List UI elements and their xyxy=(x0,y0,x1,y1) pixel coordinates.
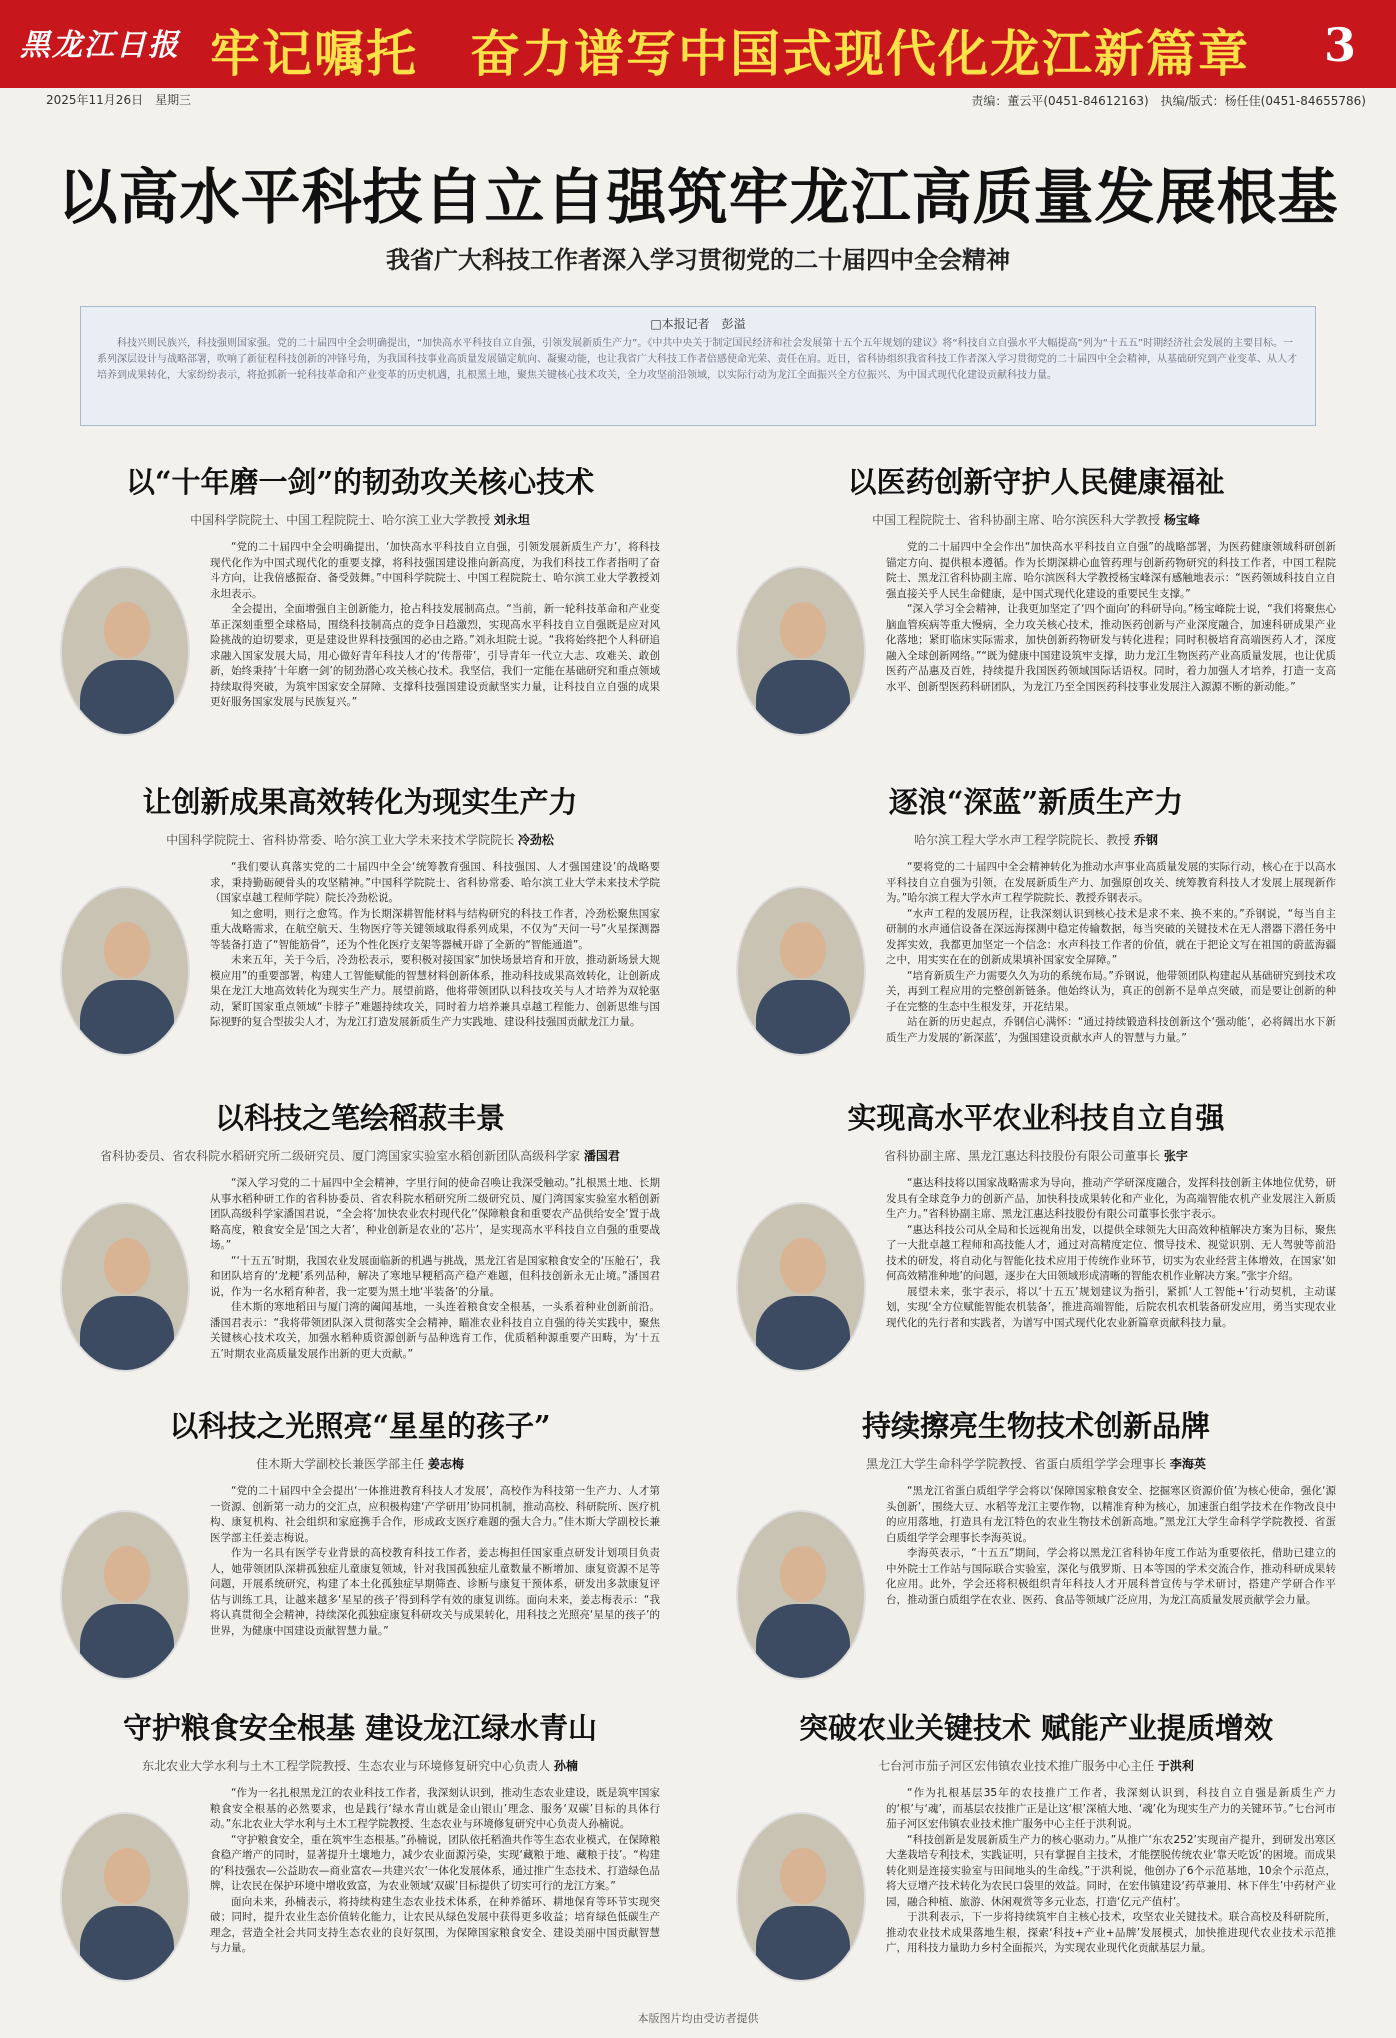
article-body xyxy=(886,540,1336,695)
page-title: 以高水平科技自立自强筑牢龙江高质量发展根基 xyxy=(57,163,1339,233)
article-body xyxy=(886,1484,1336,1608)
article-body xyxy=(210,860,660,1031)
article-paragraph: “作为扎根基层35年的农技推广工作者，我深刻认识到，科技自立自强是新质生产力的‘根’与‘魂’，而基层农技推广正是让这‘根’深植大地、‘魂’化为现实生产力的关键环节。”七台河市茄子河区宏伟镇农业技术推广服务中心主任于洪利说。 xyxy=(886,1787,1336,1830)
article-byline xyxy=(60,831,660,848)
paper-name-logo: 黑龙江日报 xyxy=(20,28,180,63)
article-body xyxy=(886,1176,1336,1331)
article xyxy=(60,1706,660,1957)
byline-name: 于洪利 xyxy=(1157,1759,1194,1773)
byline-role: 佳木斯大学副校长兼医学部主任 xyxy=(256,1457,425,1471)
portrait-photo xyxy=(60,1202,190,1372)
byline-role: 七台河市茄子河区宏伟镇农业技术推广服务中心主任 xyxy=(878,1759,1155,1773)
article-byline xyxy=(736,1147,1336,1164)
article-paragraph: “深入学习全会精神，让我更加坚定了‘四个面向’的科研导向。”杨宝峰院士说，“我们将聚焦心脑血管疾病等重大慢病，全力攻关核心技术，推动医药创新与产业深度融合，加速科研成果产业化落地；紧盯临床实际需求，加快创新药物研发与转化进程；同时积极培育高端医药人才，深度融入全球创新网络。”“既为健康中国建设筑牢支撑，助力龙江生物医药产业高质量发展，也让优质医药产品惠及百姓，持续提升我国医药领域国际话语权。同时，着力加强人才培养，打造一支高水平、创新型医药科研团队，为龙江乃至全国医药科技事业发展注入源源不断的新动能。” xyxy=(886,603,1336,693)
byline-role: 哈尔滨工程大学水声工程学院院长、教授 xyxy=(914,833,1131,847)
article-byline xyxy=(736,831,1336,848)
article-paragraph: 作为一名具有医学专业背景的高校教育科技工作者，姜志梅担任国家重点研发计划项目负责人，她带领团队深耕孤独症儿童康复领域，针对我国孤独症儿童数量不断增加、康复资源不足等问题，开展系统研究，构建了本土化孤独症早期筛查、诊断与康复干预体系，研发出多款康复评估与训练工具，让越来越多‘星星的孩子’得到科学有效的康复训练。面向未来，姜志梅表示：“我将认真贯彻全会精神，持续深化孤独症康复科研攻关与成果转化，用科技之光照亮‘星星的孩子’的世界，为健康中国建设贡献智慧力量。” xyxy=(210,1547,660,1637)
byline-name: 姜志梅 xyxy=(427,1457,464,1471)
photo-credit-note: 本版图片均由受访者提供 xyxy=(637,2012,759,2025)
article-title: 以科技之光照亮“星星的孩子” xyxy=(169,1409,551,1443)
article-paragraph: “‘十五五’时期，我国农业发展面临新的机遇与挑战，黑龙江省是国家粮食安全的‘压舱石’，我和团队培育的‘龙粳’系列品种，解决了寒地早粳稻高产稳产难题，但科技创新永无止境。”潘国君说，作为一名水稻育种者，我一定要为黑土地‘半装备’的分量。 xyxy=(210,1254,660,1298)
page-banner: 牢记嘱托 奋力谱写中国式现代化龙江新篇章 xyxy=(210,25,1250,83)
byline-name: 杨宝峰 xyxy=(1163,513,1200,527)
article-body xyxy=(210,1786,660,1957)
article-paragraph: “党的二十届四中全会提出‘一体推进教育科技人才发展’，高校作为科技第一生产力、人才第一资源、创新第一动力的交汇点，应积极构建‘产学研用’协同机制，推动高校、科研院所、医疗机构、康复机构、社会组织和家庭携手合作，形成政支医疗难题的强大合力。”佳木斯大学副校长兼医学部主任姜志梅说。 xyxy=(210,1485,660,1544)
article-paragraph: 全会提出，全面增强自主创新能力，抢占科技发展制高点。“当前，新一轮科技革命和产业变革正深刻重塑全球格局，围绕科技制高点的竞争日趋激烈，实现高水平科技自立自强既是应对风险挑战的迫切要求，更是建设世界科技强国的必由之路。”刘永坦院士说。“我将始终把个人科研追求融入国家发展大局，用心做好青年科技人才的‘传帮带’，引导青年一代立大志、攻难关、敢创新，始终秉持‘十年磨一剑’的韧劲潜心攻关核心技术。我坚信，我们一定能在基础研究和重点领域持续取得突破，为筑牢国家安全屏障、支撑科技强国建设贡献坚实力量，让科技自立自强的成果更好服务国家发展与民族复兴。” xyxy=(210,603,660,708)
article-paragraph: “要将党的二十届四中全会精神转化为推动水声事业高质量发展的实际行动，核心在于以高水平科技自立自强为引领，在发展新质生产力、加强原创攻关、统筹教育科技人才发展上展现新作为。”哈尔滨工程大学水声工程学院院长、教授乔钢表示。 xyxy=(886,861,1336,904)
article-paragraph: “守护粮食安全，重在筑牢生态根基。”孙楠说，团队依托稻渔共作等生态农业模式，在保障粮食稳产增产的同时，显著提升土壤地力，减少农业面源污染，实现‘藏粮于地、藏粮于技’。“构建的‘科技强农—公益助农—商业富农—共建兴农’一体化发展体系，通过推广生态技术、打造绿色品牌，让农民在保护环境中增收致富，为农业领域‘双碳’目标提供了切实可行的龙江方案。” xyxy=(210,1833,660,1892)
article xyxy=(736,780,1336,1046)
portrait-photo xyxy=(60,886,190,1056)
intro-text: 科技兴则民族兴，科技强则国家强。党的二十届四中全会明确提出，“加快高水平科技自立自强，引领发展新质生产力”。《中共中央关于制定国民经济和社会发展第十五个五年规划的建议》将“科技自立自强水平大幅提高”列为“十五五”时期经济社会发展的主要目标。一系列深层设计与战略部署，吹响了新征程科技创新的冲锋号角，为我国科技事业高质量发展锚定航向、凝聚动能，也让我省广大科技工作者倍感使命光荣、责任在肩。近日，省科协组织我省科技工作者深入学习贯彻党的二十届四中全会精神，从基础研究到产业变革、从人才培养到成果转化，大家纷纷表示，将抢抓新一轮科技革命和产业变革的历史机遇，扎根黑土地，聚焦关键核心技术攻关，全力攻坚前沿领域，以实际行动为龙江全面振兴全方位振兴、为中国式现代化建设贡献科技力量。 xyxy=(97,338,1297,381)
portrait-photo xyxy=(60,1812,190,1982)
reporter-credit: □本报记者 彭溢 xyxy=(650,317,746,331)
article-title: 以科技之笔绘稻菽丰景 xyxy=(214,1101,505,1135)
article-paragraph: “深入学习党的二十届四中全会精神，字里行间的使命召唤让我深受触动。”扎根黑土地、长期从事水稻种研工作的省科协委员、省农科院水稻研究所二级研究员、厦门湾国家实验室水稻创新团队高级科学家潘国君说，“全会将‘加快农业农村现代化’‘保障粮食和重要农产品供给安全’置于战略高度，粮食安全是‘国之大者’，种业创新是农业的‘芯片’，是实现高水平科技自立自强的重要战场。” xyxy=(210,1177,660,1251)
article-title: 持续擦亮生物技术创新品牌 xyxy=(861,1409,1210,1443)
article-paragraph: 面向未来，孙楠表示，将持续构建生态农业技术体系，在种养循环、耕地保育等环节实现突破；同时，提升农业生态价值转化能力，让农民从绿色发展中获得更多收益；培育绿色低碳生产理念，营造全社会共同支持生态农业的良好氛围，为保障国家粮食安全、建设美丽中国贡献智慧与力量。 xyxy=(210,1895,660,1954)
article-byline xyxy=(60,1455,660,1472)
article-body xyxy=(210,1176,660,1362)
editors-credit: 责编：董云平(0451-84612163) 执编/版式：杨任佳(0451-84655786) xyxy=(971,94,1366,108)
article-paragraph: 党的二十届四中全会作出“加快高水平科技自立自强”的战略部署，为医药健康领域科研创新锚定方向、提供根本遵循。作为长期深耕心血管药理与创新药物研究的科技工作者，中国工程院院士、黑龙江省科协副主席、哈尔滨医科大学教授杨宝峰深有感触地表示：“医药领域科技自立自强直接关乎人民生命健康，是中国式现代化建设的重要民生支撑。” xyxy=(886,541,1336,600)
article-body xyxy=(210,1484,660,1639)
article-byline xyxy=(736,1455,1336,1472)
byline-role: 黑龙江大学生命科学学院教授、省蛋白质组学学会理事长 xyxy=(866,1457,1167,1471)
article-paragraph: “培育新质生产力需要久久为功的系统布局。”乔钢说，他带领团队构建起从基础研究到技术攻关，再到工程应用的完整创新链条。他始终认为，真正的创新不是单点突破，而是要让创新的种子在完整的生态中生根发芽，开花结果。 xyxy=(886,969,1336,1013)
article-title: 逐浪“深蓝”新质生产力 xyxy=(888,785,1184,819)
article xyxy=(60,1404,660,1639)
portrait-photo xyxy=(736,566,866,736)
portrait-photo xyxy=(736,1812,866,1982)
portrait-photo xyxy=(736,886,866,1056)
byline-name: 李海英 xyxy=(1169,1457,1206,1471)
article-paragraph: 李海英表示，“十五五”期间，学会将以黑龙江省科协年度工作站为重要依托，借助已建立的中外院士工作站与国际联合实验室，深化与俄罗斯、日本等国的学术交流合作，推动科研成果转化应用。此外，学会还将积极组织青年科技人才开展科普宣传与学术研讨，搭建产学研合作平台，推动蛋白质组学在农业、医药、食品等领域广泛应用，为龙江高质量发展贡献学会力量。 xyxy=(886,1547,1336,1606)
article xyxy=(736,1706,1336,1957)
article-body xyxy=(886,860,1336,1046)
article-body xyxy=(210,540,660,711)
article-paragraph: 未来五年，关于今后，冷劲松表示，要积极对接国家“加快场景培育和开放，推动新场景大规模应用”的重要部署，构建人工智能赋能的智慧材料创新体系，推动科技成果高效转化，让创新成果在龙江大地高效转化为现实生产力。展望前路，他将带领团队以科技攻关与人才培养为双轮驱动，紧盯国家重点领域“卡脖子”难题持续攻关，同时着力培养兼具卓越工程能力、创新思维与国际视野的复合型拔尖人才，为龙江打造发展新质生产力实践地、建设科技强国贡献龙江力量。 xyxy=(210,954,660,1028)
article-title: 突破农业关键技术 赋能产业提质增效 xyxy=(798,1711,1274,1745)
byline-name: 乔钢 xyxy=(1133,833,1158,847)
article-paragraph: “党的二十届四中全会明确提出，‘加快高水平科技自立自强，引领发展新质生产力’，将科技现代化作为中国式现代化的重要支撑，将科技强国建设推向新高度，为我们科技工作者指明了奋斗方向，让我倍感振奋、备受鼓舞。”中国科学院院士、中国工程院院士、哈尔滨工业大学教授刘永坦表示。 xyxy=(210,541,660,600)
portrait-photo xyxy=(60,1510,190,1680)
intro-box xyxy=(80,306,1316,426)
article-paragraph: 展望未来，张宇表示，将以‘十五五’规划建议为指引，紧抓‘人工智能+’行动契机，主动谋划，实现‘全方位赋能智能农机装备’，推进高端智能，后院农机农机装备研发应用，勇当实现农业现代化的先行者和实践者，为谱写中国式现代化农业新篇章贡献科技力量。 xyxy=(886,1285,1336,1329)
article-byline xyxy=(736,511,1336,528)
page-number: 3 xyxy=(1323,18,1356,72)
article-paragraph: 知之愈明，则行之愈笃。作为长期深耕智能材料与结构研究的科技工作者，冷劲松聚焦国家重大战略需求，在航空航天、生物医疗等关键领域取得系列成果，不仅为“天问一号”火星探测器等装备打造了“智能筋骨”，还为个性化医疗支架等器械开辟了全新的“智能通道”。 xyxy=(210,907,660,951)
byline-name: 潘国君 xyxy=(583,1149,620,1163)
article-byline xyxy=(736,1757,1336,1774)
article-paragraph: “我们要认真落实党的二十届四中全会‘统筹教育强国、科技强国、人才强国建设’的战略要求，秉持勤砺硬骨头的攻坚精神。”中国科学院院士、省科协常委、哈尔滨工业大学未来技术学院（国家卓越工程师学院）院长冷劲松说。 xyxy=(210,861,660,904)
article-paragraph: “水声工程的发展历程，让我深刻认识到核心技术是求不来、换不来的。”乔钢说，“每当自主研制的水声通信设备在深远海探测中稳定传输数据，每当突破的关键技术在无人潜器下潜任务中发挥实效，我都更加坚定一个信念：水声科技工作者的价值，就在于把论文写在祖国的蔚蓝海疆之中，用实实在在的创新成果填补国家安全屏障。” xyxy=(886,907,1336,966)
article xyxy=(736,1404,1336,1608)
byline-name: 冷劲松 xyxy=(517,833,554,847)
article xyxy=(60,780,660,1031)
article-title: 让创新成果高效转化为现实生产力 xyxy=(142,785,578,819)
byline-role: 省科协委员、省农科院水稻研究所二级研究员、厦门湾国家实验室水稻创新团队高级科学家 xyxy=(100,1149,581,1163)
page-subtitle: 我省广大科技工作者深入学习贯彻党的二十届四中全会精神 xyxy=(386,246,1010,274)
article xyxy=(60,1096,660,1362)
portrait-photo xyxy=(736,1202,866,1372)
portrait-photo xyxy=(736,1510,866,1680)
article xyxy=(736,460,1336,695)
article-paragraph: “黑龙江省蛋白质组学学会将以‘保障国家粮食安全、挖掘寒区资源价值’为核心使命，强化‘源头创新’，围绕大豆、水稻等龙江主要作物，以精准育种为核心，加速蛋白组学技术在作物改良中的应用落地，打造具有龙江特色的农业生物技术创新高地。”黑龙江大学生命科学学院教授、省蛋白质组学学会理事长李海英说。 xyxy=(886,1485,1336,1544)
article xyxy=(736,1096,1336,1331)
article-paragraph: “作为一名扎根黑龙江的农业科技工作者，我深刻认识到，推动生态农业建设，既是筑牢国家粮食安全根基的必然要求，也是践行‘绿水青山就是金山银山’理念、服务‘双碳’目标的具体行动。”东北农业大学水利与土木工程学院教授、生态农业与环境修复研究中心负责人孙楠说。 xyxy=(210,1787,660,1830)
byline-role: 省科协副主席、黑龙江惠达科技股份有限公司董事长 xyxy=(884,1149,1161,1163)
article-paragraph: 站在新的历史起点，乔钢信心满怀：“通过持续锻造科技创新这个‘强动能’，必将阔出水下新质生产力发展的‘新深蓝’，为强国建设贡献水声人的智慧与力量。” xyxy=(886,1016,1336,1044)
article-paragraph: 于洪利表示，下一步将持续筑牢自主核心技术，攻坚农业关键技术。联合高校及科研院所，推动农业技术成果落地生根，探索‘科技+产业+品牌’发展模式，加快推进现代农业技术示范推广，用科技力量助力乡村全面振兴，为实现农业现代化贡献基层力量。 xyxy=(886,1911,1336,1954)
article-paragraph: “惠达科技将以国家战略需求为导向，推动产学研深度融合，发挥科技创新主体地位优势，研发具有全球竞争力的创新产品，加快科技成果转化和产业化，为高端智能农机产业发展注入新质生产力。”省科协副主席、黑龙江惠达科技股份有限公司董事长张宇表示。 xyxy=(886,1177,1336,1220)
article-body xyxy=(886,1786,1336,1957)
article-title: 实现高水平农业科技自立自强 xyxy=(847,1101,1225,1135)
byline-role: 东北农业大学水利与土木工程学院教授、生态农业与环境修复研究中心负责人 xyxy=(142,1759,551,1773)
byline-name: 孙楠 xyxy=(553,1759,578,1773)
article-byline xyxy=(60,511,660,528)
masthead xyxy=(0,0,1396,88)
article-title: 守护粮食安全根基 建设龙江绿水青山 xyxy=(122,1711,598,1745)
article-paragraph: “惠达科技公司从全局和长远视角出发，以提供全球领先大田高效种植解决方案为目标，聚焦了一大批卓越工程师和高技能人才，通过对高精度定位、惯导技术、视觉识别、无人驾驶等前沿技术的研发，将自动化与智能化技术应用于传统作业环节，切实为农业经营主体增效，在国家‘如何高效精准种地’的问题，逐步在大田领域形成清晰的智能农机作业解决方案。”张宇介绍。 xyxy=(886,1223,1336,1282)
byline-name: 张宇 xyxy=(1163,1149,1188,1163)
article xyxy=(60,460,660,711)
article-paragraph: “科技创新是发展新质生产力的核心驱动力。”从推广‘东农252’实现亩产提升，到研发出寒区大垄栽培专利技术，实践证明，只有掌握自主技术，才能摆脱传统农业‘靠天吃饭’的困境。而成果转化则是连接实验室与田间地头的生命线。”于洪利说，他创办了6个示范基地，10余个示范点，将大豆增产技术转化为农民口袋里的效益。同时，在宏伟镇建设‘药草兼用、林下伴生’中药材产业园，融合种植、旅游、休闲观赏等多元业态，打造‘亿元产值村’。 xyxy=(886,1833,1336,1908)
article-byline xyxy=(60,1757,660,1774)
article-title: 以“十年磨一剑”的韧劲攻关核心技术 xyxy=(125,465,595,499)
issue-date: 2025年11月26日 星期三 xyxy=(46,93,192,107)
portrait-photo xyxy=(60,566,190,736)
article-title: 以医药创新守护人民健康福祉 xyxy=(847,465,1225,499)
byline-role: 中国工程院院士、省科协副主席、哈尔滨医科大学教授 xyxy=(872,513,1161,527)
article-byline xyxy=(60,1147,660,1164)
byline-name: 刘永坦 xyxy=(493,513,530,527)
article-paragraph: 佳木斯的寒地稻田与厦门湾的阖闻基地，一头连着粮食安全根基，一头系着种业创新前沿。潘国君表示：“我将带领团队深入贯彻落实全会精神，瞄准农业科技自立自强的待关实践中，聚焦关键核心技术攻关，加强水稻种质资源创新与品种选育工作，优质稻种源重要产田畴，为‘十五五’时期农业高质量发展作出新的更大贡献。” xyxy=(210,1301,660,1360)
byline-role: 中国科学院院士、省科协常委、哈尔滨工业大学未来技术学院院长 xyxy=(166,833,515,847)
byline-role: 中国科学院院士、中国工程院院士、哈尔滨工业大学教授 xyxy=(190,513,491,527)
